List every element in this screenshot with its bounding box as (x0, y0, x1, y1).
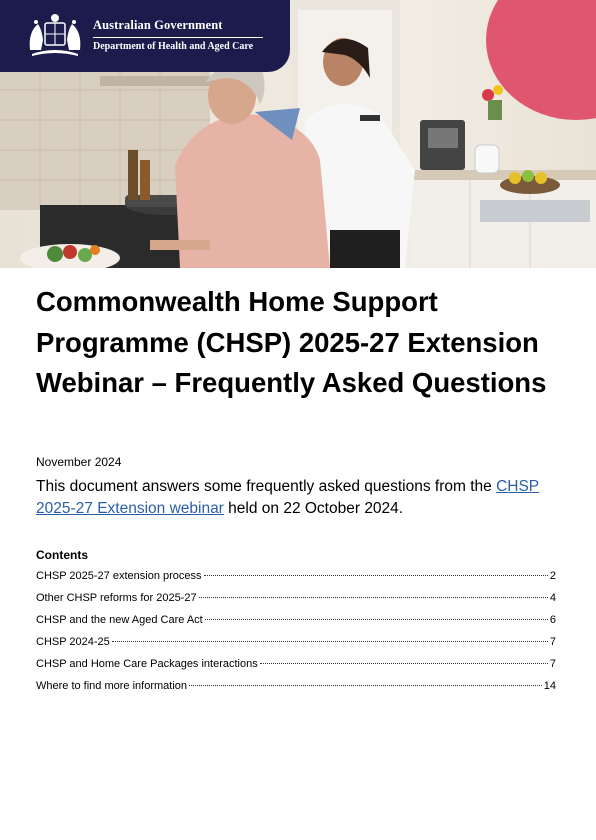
intro-text-before: This document answers some frequently asked questions from the (36, 478, 497, 495)
toc-entry-label[interactable]: Other CHSP reforms for 2025-27 (36, 592, 197, 604)
publication-date: November 2024 (36, 455, 122, 469)
government-name: Australian Government (93, 18, 223, 32)
toc-dot-leader (204, 575, 548, 576)
webinar-link[interactable]: CHSP 2025-27 Extension webinar (36, 478, 540, 517)
department-name: Department of Health and Aged Care (93, 41, 254, 52)
toc-entry-label[interactable]: Where to find more information (36, 680, 188, 692)
toc-entry-label[interactable]: CHSP and the new Aged Care Act (36, 614, 203, 626)
toc-page-number[interactable]: 7 (549, 658, 556, 670)
toc-dot-leader (199, 597, 548, 598)
toc-dot-leader (260, 663, 548, 664)
toc-dot-leader (189, 685, 542, 686)
toc-dot-leader (112, 641, 548, 642)
toc-page-number[interactable]: 6 (549, 614, 556, 626)
toc-page-number[interactable]: 14 (543, 680, 556, 692)
contents-heading: Contents (36, 548, 88, 562)
toc-entry[interactable] (36, 614, 556, 636)
toc-entry[interactable] (36, 680, 556, 702)
toc-dot-leader (205, 619, 548, 620)
toc-entry-label[interactable]: CHSP 2025-27 extension process (36, 570, 202, 582)
government-banner (0, 0, 290, 72)
intro-text-after: held on 22 October 2024. (223, 500, 404, 517)
banner-divider (93, 37, 263, 38)
document-title: Commonwealth Home Support Programme (CHSP) 2025-27 Extension Webinar – Frequently Asked Questions (36, 286, 547, 398)
toc-page-number[interactable]: 2 (549, 570, 556, 582)
toc-entry-label[interactable]: CHSP and Home Care Packages interactions (36, 658, 258, 670)
hero-photo (0, 0, 596, 268)
toc-entry-label[interactable]: CHSP 2024-25 (36, 636, 110, 648)
coat-of-arms-icon (26, 10, 84, 58)
toc-entry[interactable] (36, 570, 556, 592)
toc-page-number[interactable]: 4 (549, 592, 556, 604)
intro-paragraph (36, 476, 566, 520)
toc-entry[interactable] (36, 636, 556, 658)
toc-page-number[interactable]: 7 (549, 636, 556, 648)
toc-entry[interactable] (36, 592, 556, 614)
table-of-contents (36, 570, 556, 702)
toc-entry[interactable] (36, 658, 556, 680)
